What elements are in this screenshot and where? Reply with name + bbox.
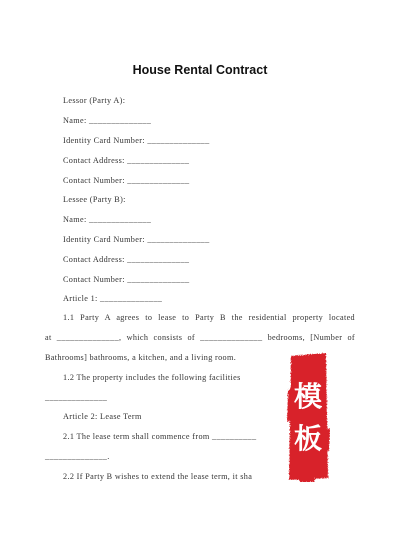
clause-1-2-line-2: ______________ xyxy=(45,393,108,402)
clause-1-1-line-1: 1.1 Party A agrees to lease to Party B the residential property located xyxy=(63,313,355,322)
stamp-char: 板 xyxy=(293,422,323,455)
lessor-address: Contact Address: ______________ xyxy=(63,156,190,165)
lessee-heading: Lessee (Party B): xyxy=(63,195,126,204)
lessor-phone: Contact Number: ______________ xyxy=(63,176,190,185)
document-title: House Rental Contract xyxy=(132,63,268,77)
clause-2-2-line-1: 2.2 If Party B wishes to extend the lease term, it sha xyxy=(63,472,253,481)
article-1-heading: Article 1: ______________ xyxy=(63,294,163,303)
template-stamp xyxy=(286,350,330,482)
clause-2-1-line-2: ______________. xyxy=(45,452,110,461)
lessee-name: Name: ______________ xyxy=(63,215,152,224)
lessee-id-number: Identity Card Number: ______________ xyxy=(63,235,210,244)
clause-1-2-line-1: 1.2 The property includes the following facilities xyxy=(63,373,241,382)
article-2-heading: Article 2: Lease Term xyxy=(63,412,142,421)
stamp-char: 模 xyxy=(293,380,323,413)
lessor-id-number: Identity Card Number: ______________ xyxy=(63,136,210,145)
stamp-background xyxy=(289,353,328,480)
clause-1-1-line-2: at ______________, which consists of ______________ bedrooms, [Number of xyxy=(45,333,355,342)
clause-1-1-line-3: Bathrooms] bathrooms, a kitchen, and a living room. xyxy=(45,353,237,362)
lessor-heading: Lessor (Party A): xyxy=(63,96,126,105)
lessee-address: Contact Address: ______________ xyxy=(63,255,190,264)
lessor-name: Name: ______________ xyxy=(63,116,152,125)
lessee-phone: Contact Number: ______________ xyxy=(63,275,190,284)
clause-2-1-line-1: 2.1 The lease term shall commence from __________ xyxy=(63,432,257,441)
